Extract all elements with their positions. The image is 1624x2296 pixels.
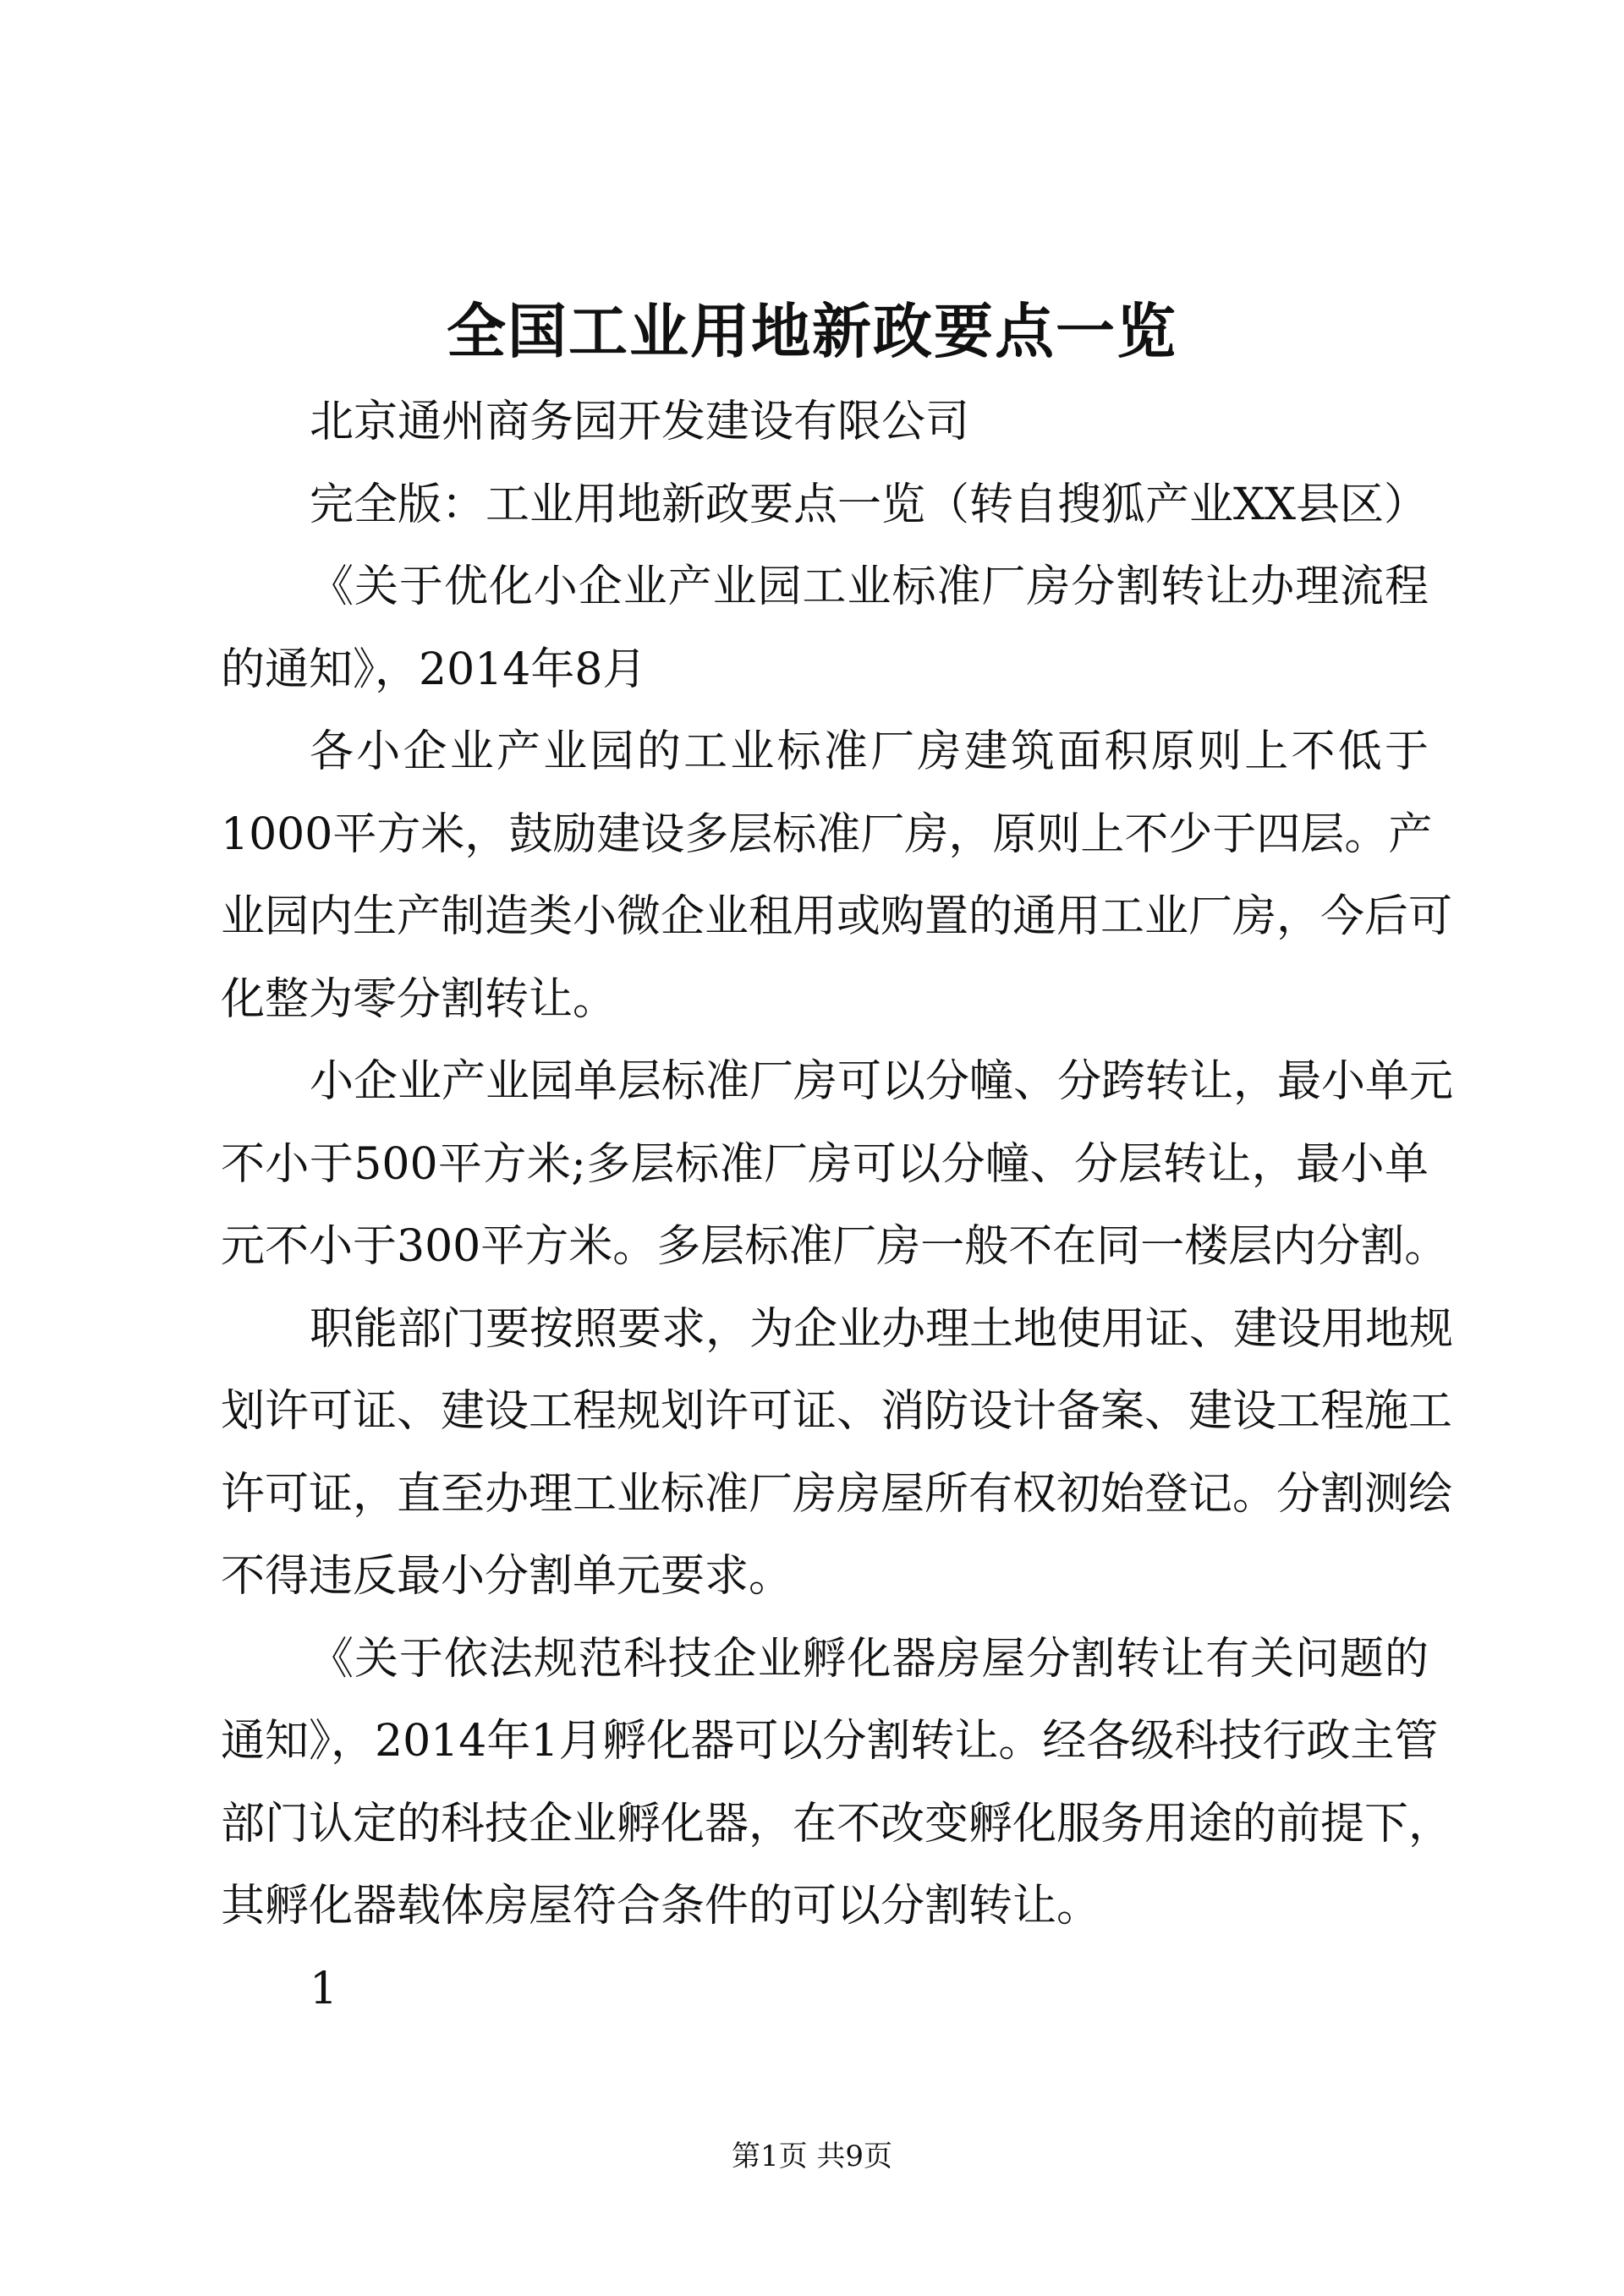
paragraph-line: 不小于500平方米;多层标准厂房可以分幢、分层转让，最小单 — [221, 1138, 1429, 1190]
paragraph-line: 许可证，直至办理工业标准厂房房屋所有权初始登记。分割测绘 — [221, 1468, 1453, 1520]
page-footer: 第1页 共9页 — [731, 2140, 893, 2173]
paragraph-line: 业园内生产制造类小微企业租用或购置的通用工业厂房，今后可 — [221, 891, 1453, 942]
paragraph-line: 职能部门要按照要求，为企业办理土地使用证、建设用地规 — [310, 1303, 1454, 1355]
document-title: 全国工业用地新政要点一览 — [447, 296, 1177, 366]
subtitle: 完全版：工业用地新政要点一览（转自搜狐产业XX县区） — [310, 479, 1429, 530]
paragraph-line: 划许可证、建设工程规划许可证、消防设计备案、建设工程施工 — [221, 1386, 1453, 1437]
paragraph-line: 化整为零分割转让。 — [221, 973, 617, 1025]
paragraph-line: 《关于依法规范科技企业孵化器房屋分割转让有关问题的 — [310, 1633, 1429, 1685]
notice-title-line: 《关于优化小企业产业园工业标准厂房分割转让办理流程 — [310, 562, 1429, 612]
notice-title-line: 的通知》，2014年8月 — [221, 644, 647, 695]
paragraph-line: 部门认定的科技企业孵化器，在不改变孵化服务用途的前提下， — [221, 1798, 1453, 1849]
paragraph-line: 不得违反最小分割单元要求。 — [221, 1551, 793, 1602]
paragraph-line: 其孵化器载体房屋符合条件的可以分割转让。 — [221, 1881, 1101, 1932]
paragraph-line: 通知》，2014年1月孵化器可以分割转让。经各级科技行政主管 — [221, 1716, 1439, 1767]
page-marker: 1 — [310, 1963, 338, 2014]
paragraph-line: 1000平方米，鼓励建设多层标准厂房，原则上不少于四层。产 — [221, 808, 1433, 860]
paragraph-line: 小企业产业园单层标准厂房可以分幢、分跨转让，最小单元 — [310, 1056, 1454, 1107]
document-body — [221, 381, 1454, 2030]
paragraph-line: 元不小于300平方米。多层标准厂房一般不在同一楼层内分割。 — [221, 1221, 1449, 1272]
paragraph-line: 各小企业产业园的工业标准厂房建筑面积原则上不低于 — [310, 726, 1429, 777]
company-name: 北京通州商务园开发建设有限公司 — [310, 397, 970, 447]
